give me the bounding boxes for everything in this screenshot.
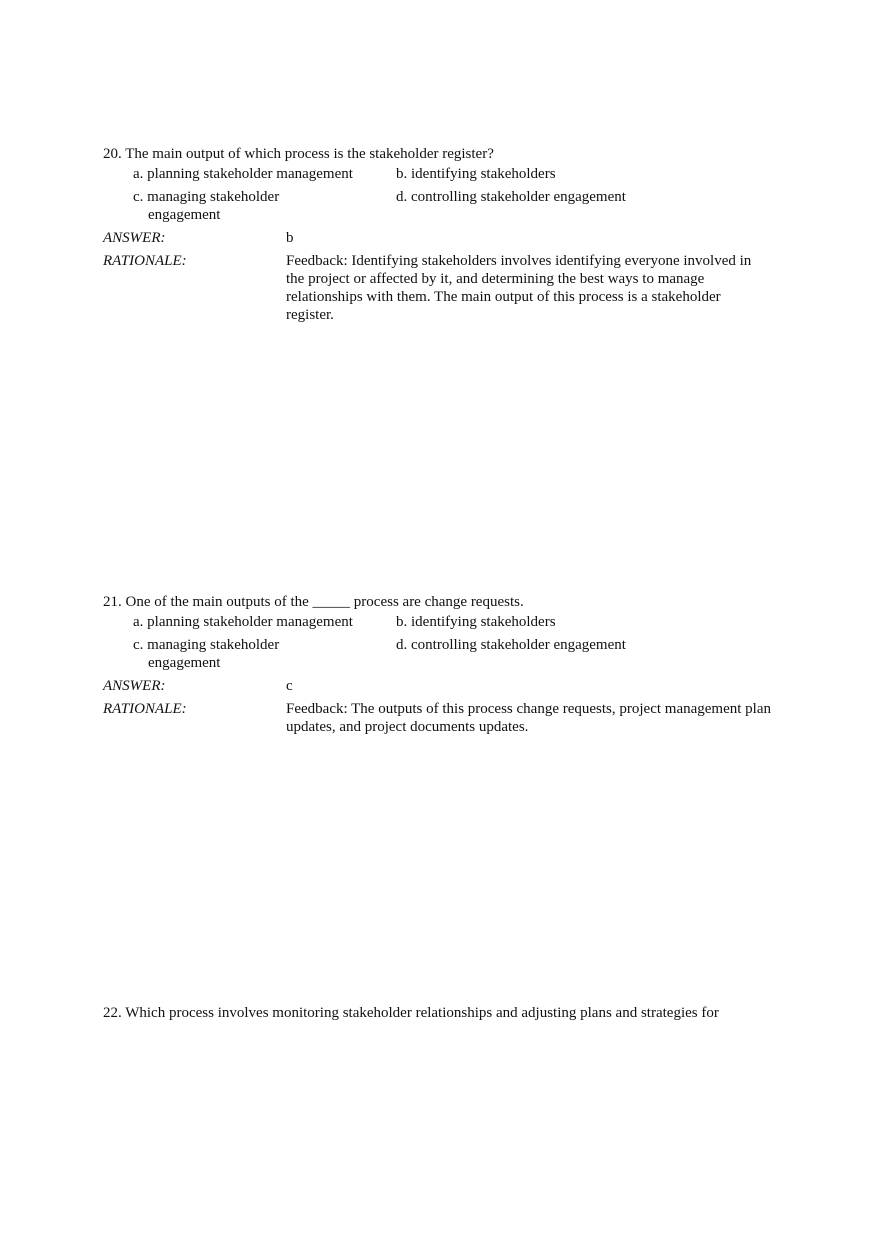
question-21: [103, 593, 783, 743]
rationale-text: Feedback: Identifying stakeholders involves identifying everyone involved in the project or affected by it, and determining the best ways to manage relationships with them. The main output of this process is a stakeholder register.: [286, 253, 752, 323]
answer-value: c: [286, 678, 293, 694]
question-stem: 21. One of the main outputs of the _____ process are change requests.: [103, 594, 524, 610]
option-c: c. managing stakeholder engagement: [133, 637, 280, 671]
question-20: [103, 145, 783, 335]
option-d: d. controlling stakeholder engagement: [396, 637, 626, 653]
answer-value: b: [286, 230, 294, 246]
answer-label: ANSWER:: [103, 230, 166, 246]
option-b: b. identifying stakeholders: [396, 166, 556, 182]
option-c: c. managing stakeholder engagement: [133, 189, 280, 223]
option-a: a. planning stakeholder management: [133, 166, 353, 182]
rationale-label: RATIONALE:: [103, 701, 187, 717]
option-d: d. controlling stakeholder engagement: [396, 189, 626, 205]
question-stem: 22. Which process involves monitoring stakeholder relationships and adjusting plans and strategies for: [103, 1005, 719, 1021]
option-a: a. planning stakeholder management: [133, 614, 353, 630]
question-stem: 20. The main output of which process is the stakeholder register?: [103, 146, 494, 162]
answer-label: ANSWER:: [103, 678, 166, 694]
rationale-text: Feedback: The outputs of this process change requests, project management plan updates, and project documents updates.: [286, 701, 771, 735]
rationale-label: RATIONALE:: [103, 253, 187, 269]
option-b: b. identifying stakeholders: [396, 614, 556, 630]
question-22: [103, 1004, 783, 1022]
